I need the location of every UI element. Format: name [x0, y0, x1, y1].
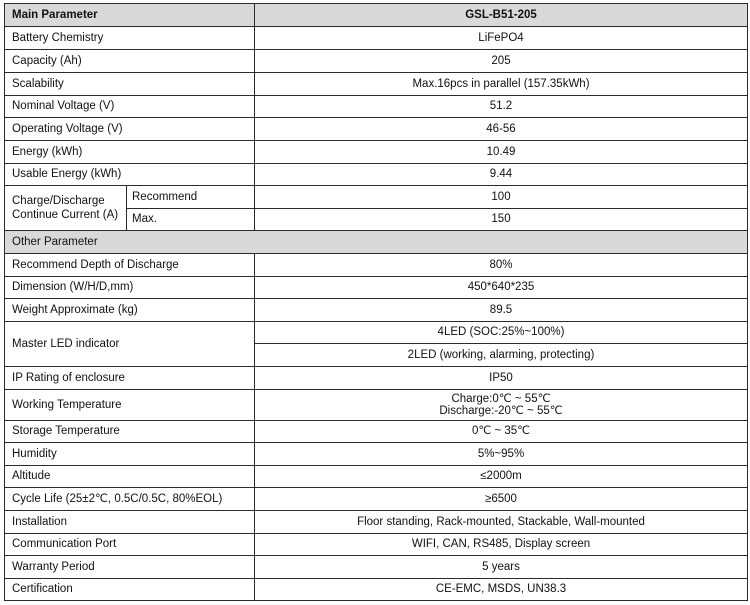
- row-label: Energy (kWh): [5, 141, 255, 164]
- table-row: [5, 322, 748, 344]
- table-row: [5, 390, 748, 421]
- working-temp-value: [255, 390, 748, 421]
- table-row: [5, 118, 748, 141]
- table-row: [5, 534, 748, 556]
- row-label: Warranty Period: [5, 556, 255, 579]
- row-value: 5 years: [255, 556, 748, 579]
- row-value: 51.2: [255, 96, 748, 118]
- table-row: [5, 164, 748, 186]
- row-value: ≤2000m: [255, 466, 748, 488]
- current-max-value: 150: [255, 209, 748, 231]
- table-row: [5, 27, 748, 50]
- row-value: ≥6500: [255, 488, 748, 511]
- row-label: Installation: [5, 511, 255, 534]
- table-row: [5, 511, 748, 534]
- table-row: [5, 50, 748, 73]
- table-row: [5, 367, 748, 390]
- row-label: Communication Port: [5, 534, 255, 556]
- led-label: Master LED indicator: [5, 322, 255, 367]
- table-row: [5, 556, 748, 579]
- row-label: Dimension (W/H/D,mm): [5, 277, 255, 299]
- row-value: 80%: [255, 254, 748, 277]
- row-label: IP Rating of enclosure: [5, 367, 255, 390]
- section-title: Other Parameter: [5, 231, 748, 254]
- table-row: [5, 466, 748, 488]
- working-temp-label: Working Temperature: [5, 390, 255, 421]
- row-label: Battery Chemistry: [5, 27, 255, 50]
- row-value: Max.16pcs in parallel (157.35kWh): [255, 73, 748, 96]
- current-max-label: Max.: [127, 209, 255, 231]
- working-temp-discharge: Discharge:-20℃ ~ 55℃: [439, 405, 563, 417]
- table-row: [5, 299, 748, 322]
- row-value: 9.44: [255, 164, 748, 186]
- row-value: 205: [255, 50, 748, 73]
- row-label: Humidity: [5, 443, 255, 466]
- spec-table: [4, 3, 748, 601]
- row-value: 89.5: [255, 299, 748, 322]
- led-value-4led: 4LED (SOC:25%~100%): [255, 322, 748, 344]
- row-value: 5%~95%: [255, 443, 748, 466]
- row-value: WIFI, CAN, RS485, Display screen: [255, 534, 748, 556]
- row-value: CE-EMC, MSDS, UN38.3: [255, 579, 748, 601]
- row-value: 0℃ ~ 35℃: [255, 421, 748, 443]
- row-value: 450*640*235: [255, 277, 748, 299]
- table-row: [5, 96, 748, 118]
- row-value: 46-56: [255, 118, 748, 141]
- table-row: [5, 186, 748, 209]
- row-value: Floor standing, Rack-mounted, Stackable, Wall-mounted: [255, 511, 748, 534]
- row-label: Nominal Voltage (V): [5, 96, 255, 118]
- working-temp-charge: Charge:0℃ ~ 55℃: [451, 393, 551, 405]
- current-recommend-value: 100: [255, 186, 748, 209]
- row-label: Operating Voltage (V): [5, 118, 255, 141]
- row-value: 10.49: [255, 141, 748, 164]
- section-row: [5, 231, 748, 254]
- header-model: GSL-B51-205: [255, 4, 748, 27]
- table-row: [5, 579, 748, 601]
- row-label: Scalability: [5, 73, 255, 96]
- current-label: Charge/Discharge Continue Current (A): [5, 186, 127, 231]
- row-label: Certification: [5, 579, 255, 601]
- row-label: Storage Temperature: [5, 421, 255, 443]
- table-row: [5, 421, 748, 443]
- table-row: [5, 254, 748, 277]
- table-row: [5, 73, 748, 96]
- table-row: [5, 443, 748, 466]
- row-label: Capacity (Ah): [5, 50, 255, 73]
- row-label: Usable Energy (kWh): [5, 164, 255, 186]
- led-value-2led: 2LED (working, alarming, protecting): [255, 344, 748, 367]
- row-label: Altitude: [5, 466, 255, 488]
- header-row: [5, 4, 748, 27]
- row-label: Recommend Depth of Discharge: [5, 254, 255, 277]
- table-row: [5, 488, 748, 511]
- header-param-label: Main Parameter: [5, 4, 255, 27]
- table-row: [5, 277, 748, 299]
- row-value: IP50: [255, 367, 748, 390]
- row-value: LiFePO4: [255, 27, 748, 50]
- row-label: Cycle Life (25±2℃, 0.5C/0.5C, 80%EOL): [5, 488, 255, 511]
- current-recommend-label: Recommend: [127, 186, 255, 209]
- row-label: Weight Approximate (kg): [5, 299, 255, 322]
- table-row: [5, 141, 748, 164]
